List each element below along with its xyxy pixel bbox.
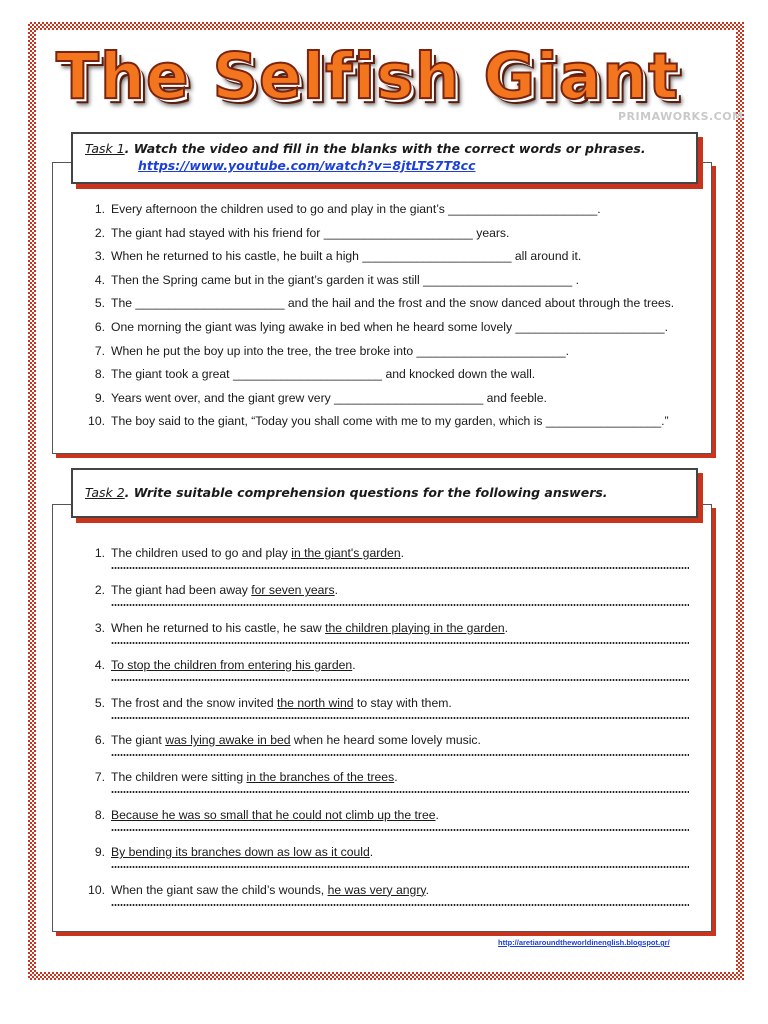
fill-blank-sentence: When he returned to his castle, he built a high ______________________ all around it. bbox=[111, 249, 582, 264]
answer-text-end: . bbox=[400, 546, 405, 560]
answer-sentence bbox=[111, 620, 508, 636]
answer-sentence bbox=[111, 769, 398, 785]
item-number: 8. bbox=[94, 807, 105, 822]
task2-instruction-block bbox=[85, 484, 608, 501]
answer-text-end: . bbox=[334, 583, 338, 598]
answer-text-end: to stay with them. bbox=[353, 695, 452, 710]
dotted-answer-line[interactable] bbox=[111, 790, 689, 794]
answer-text-end: when he heard some lovely music. bbox=[290, 733, 481, 747]
dotted-answer-line[interactable] bbox=[111, 753, 689, 757]
task2-label: Task 2 bbox=[85, 485, 125, 500]
fill-blank-sentence: Then the Spring came but in the giant’s garden it was still ______________________ . bbox=[111, 272, 579, 287]
task1-video-link[interactable]: https://www.youtube.com/watch?v=8jtLTS7T8cc bbox=[138, 158, 476, 173]
answer-sentence bbox=[111, 807, 439, 823]
watermark: PRIMAWORKS.COM bbox=[618, 110, 744, 123]
task1-header bbox=[71, 132, 698, 184]
answer-text: The giant had been away bbox=[111, 583, 252, 598]
underlined-answer: the children playing in the garden bbox=[325, 620, 505, 635]
answer-sentence bbox=[111, 545, 404, 561]
dotted-answer-line[interactable] bbox=[111, 716, 689, 720]
answer-sentence bbox=[111, 695, 452, 711]
fill-blank-sentence: Every afternoon the children used to go and play in the giant’s ______________________. bbox=[111, 202, 601, 216]
answer-sentence bbox=[111, 732, 481, 748]
item-number: 3. bbox=[94, 249, 105, 264]
footer-blog-link[interactable]: http://aretiaroundtheworldinenglish.blogspot.gr/ bbox=[498, 938, 670, 947]
underlined-answer: he was very angry bbox=[327, 882, 426, 897]
task1-instruction-block bbox=[85, 140, 646, 174]
answer-text-end: . bbox=[504, 620, 509, 635]
answer-text: The frost and the snow invited bbox=[111, 695, 277, 710]
item-number: 10. bbox=[88, 414, 105, 429]
answer-text: The giant bbox=[111, 733, 166, 747]
item-number: 3. bbox=[94, 620, 105, 635]
answer-text-end: . bbox=[352, 658, 356, 673]
underlined-answer: To stop the children from entering his garden bbox=[111, 658, 353, 673]
underlined-answer: for seven years bbox=[251, 583, 335, 598]
item-number: 2. bbox=[94, 583, 105, 598]
task1-panel bbox=[52, 162, 712, 454]
task1-instruction: . Watch the video and fill in the blanks with the correct words or phrases. bbox=[124, 141, 646, 156]
task2-instruction: . Write suitable comprehension questions for the following answers. bbox=[124, 485, 608, 500]
answer-sentence bbox=[111, 582, 338, 598]
answer-text-end: . bbox=[435, 807, 439, 822]
fill-blank-sentence: One morning the giant was lying awake in bed when he heard some lovely ______________________. bbox=[111, 320, 668, 334]
item-number: 2. bbox=[94, 225, 105, 240]
item-number: 1. bbox=[94, 546, 105, 560]
dotted-answer-line[interactable] bbox=[111, 603, 689, 607]
answer-text: When the giant saw the child’s wounds, bbox=[111, 882, 328, 897]
dotted-answer-line[interactable] bbox=[111, 566, 689, 570]
underlined-answer: By bending its branches down as low as it could bbox=[111, 845, 370, 860]
item-number: 5. bbox=[94, 695, 105, 710]
task2-panel bbox=[52, 504, 712, 932]
item-number: 7. bbox=[94, 770, 105, 785]
item-number: 9. bbox=[94, 845, 105, 860]
dotted-answer-line[interactable] bbox=[111, 678, 689, 682]
answer-sentence bbox=[111, 882, 429, 898]
underlined-answer: in the branches of the trees bbox=[246, 770, 395, 785]
item-number: 9. bbox=[94, 390, 105, 405]
item-number: 5. bbox=[94, 296, 105, 311]
item-number: 7. bbox=[94, 343, 105, 358]
item-number: 6. bbox=[94, 733, 105, 747]
answer-text: When he returned to his castle, he saw bbox=[111, 620, 326, 635]
answer-text-end: . bbox=[394, 770, 398, 785]
item-number: 4. bbox=[94, 658, 105, 673]
underlined-answer: in the giant's garden bbox=[291, 546, 401, 560]
fill-blank-sentence: The boy said to the giant, “Today you shall come with me to my garden, which is _________________.” bbox=[111, 414, 669, 429]
task1-label: Task 1 bbox=[85, 141, 125, 156]
dotted-answer-line[interactable] bbox=[111, 641, 689, 645]
fill-blank-sentence: When he put the boy up into the tree, the tree broke into ______________________. bbox=[111, 343, 570, 358]
title-banner bbox=[0, 38, 768, 128]
item-number: 10. bbox=[88, 882, 105, 897]
item-number: 8. bbox=[94, 367, 105, 382]
dotted-answer-line[interactable] bbox=[111, 903, 689, 907]
underlined-answer: was lying awake in bed bbox=[165, 733, 291, 747]
page-title: The Selfish Giant bbox=[56, 40, 680, 113]
answer-text-end: . bbox=[369, 845, 374, 860]
answer-sentence bbox=[111, 657, 356, 673]
answer-text: The children were sitting bbox=[111, 770, 247, 785]
fill-blank-sentence: The giant had stayed with his friend for ______________________ years. bbox=[111, 225, 510, 240]
item-number: 6. bbox=[94, 320, 105, 334]
underlined-answer: Because he was so small that he could not climb up the tree bbox=[111, 807, 436, 822]
item-number: 1. bbox=[94, 202, 105, 216]
item-number: 4. bbox=[94, 272, 105, 287]
dotted-answer-line[interactable] bbox=[111, 828, 689, 832]
fill-blank-sentence: Years went over, and the giant grew very ______________________ and feeble. bbox=[111, 390, 547, 405]
fill-blank-sentence: The giant took a great ______________________ and knocked down the wall. bbox=[111, 367, 536, 382]
answer-text-end: . bbox=[425, 882, 429, 897]
answer-text: The children used to go and play bbox=[111, 546, 292, 560]
fill-blank-sentence: The ______________________ and the hail and the frost and the snow danced about through the trees. bbox=[111, 296, 675, 311]
underlined-answer: the north wind bbox=[276, 695, 354, 710]
task2-header bbox=[71, 468, 698, 518]
answer-sentence bbox=[111, 844, 373, 860]
dotted-answer-line[interactable] bbox=[111, 865, 689, 869]
